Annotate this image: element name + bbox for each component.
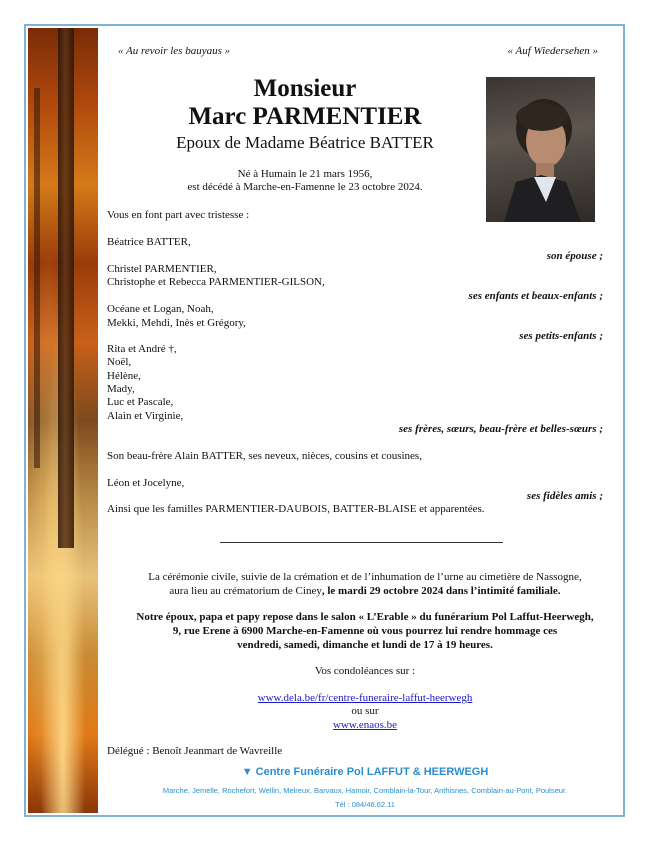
ceremony-line-2: [100, 585, 630, 597]
family-name: Hélène,: [107, 370, 141, 382]
condolences-label: Vos condoléances sur :: [314, 665, 416, 677]
family-name: Rita et André †,: [107, 343, 177, 355]
friends-names: Léon et Jocelyne,: [107, 477, 185, 489]
delegate-line: Délégué : Benoît Jeanmart de Wavreille: [107, 745, 283, 757]
dela-link[interactable]: www.dela.be/fr/centre-funeraire-laffut-heerwegh: [257, 692, 473, 704]
enaos-link[interactable]: www.enaos.be: [332, 719, 398, 731]
families-line: Ainsi que les familles PARMENTIER-DAUBOIS, BATTER-BLAISE et apparentées.: [107, 503, 485, 515]
relation-friends: ses fidèles amis ;: [526, 490, 603, 502]
intro-text: Vous en font part avec tristesse :: [107, 209, 250, 221]
title-monsieur: Monsieur: [253, 75, 357, 102]
relation-spouse: son épouse ;: [546, 250, 603, 262]
family-name: Océane et Logan, Noah,: [107, 303, 214, 315]
portrait-photo: [486, 77, 595, 222]
footer-towns: Marche, Jemelle, Rochefort, Wellin, Melreux, Barvaux, Hamoir, Comblain-la-Tour, Anthisnes, Comblain-au-Pont, Poulseur.: [162, 786, 568, 795]
family-name: Noël,: [107, 356, 132, 368]
triangle-down-icon: ▼: [241, 766, 256, 778]
deceased-name: Marc PARMENTIER: [188, 103, 422, 130]
family-name: Mady,: [107, 383, 135, 395]
visitation-line-2: 9, rue Erene à 6900 Marche-en-Famenne où vous pourrez lui rendre hommage ces: [172, 625, 558, 637]
family-name: Mekki, Mehdi, Inès et Grégory,: [107, 317, 246, 329]
ceremony-place: aura lieu au crématorium de Ciney: [169, 585, 322, 597]
tree-trunk-thin: [34, 88, 40, 468]
quote-left: « Au revoir les bauyaus »: [118, 45, 231, 57]
separator-rule: [220, 542, 503, 543]
ceremony-date: , le mardi 29 octobre 2024 dans l’intimité familiale.: [321, 585, 561, 597]
visitation-line-3: vendredi, samedi, dimanche et lundi de 17 à 19 heures.: [237, 639, 493, 651]
quote-right: « Auf Wiedersehen »: [507, 45, 598, 57]
family-name: Christophe et Rebecca PARMENTIER-GILSON,: [107, 276, 325, 288]
footer-tel: Tél : 084/46.62.11: [335, 800, 395, 809]
birth-line: Né à Humain le 21 mars 1956,: [237, 168, 373, 180]
death-line: est décédé à Marche-en-Famenne le 23 octobre 2024.: [187, 181, 423, 193]
visitation-line-1: Notre époux, papa et papy repose dans le salon « L’Erable » du funérarium Pol Laffut-Heerwegh,: [136, 611, 594, 623]
autumn-forest-image: [28, 28, 98, 813]
tree-trunk: [58, 28, 74, 548]
footer-company-name: Centre Funéraire Pol LAFFUT & HEERWEGH: [255, 766, 489, 778]
spouse-line: Epoux de Madame Béatrice BATTER: [176, 133, 434, 152]
footer-company: [100, 766, 630, 778]
condolences-or: ou sur: [351, 705, 379, 717]
family-name: Luc et Pascale,: [107, 396, 174, 408]
relation-children: ses enfants et beaux-enfants ;: [468, 290, 603, 302]
family-name: Alain et Virginie,: [107, 410, 184, 422]
relation-siblings: ses frères, sœurs, beau-frère et belles-sœurs ;: [398, 423, 603, 435]
ceremony-line-1: La cérémonie civile, suivie de la crémation et de l’inhumation de l’urne au cimetière de Nassogne,: [148, 571, 582, 583]
condolences-link-row: [100, 692, 630, 704]
relation-grandchildren: ses petits-enfants ;: [519, 330, 603, 342]
brother-in-law-line: Son beau-frère Alain BATTER, ses neveux, nièces, cousins et cousines,: [107, 450, 422, 462]
family-name: Béatrice BATTER,: [107, 236, 191, 248]
family-name: Christel PARMENTIER,: [107, 263, 217, 275]
enaos-link-row: [100, 719, 630, 731]
